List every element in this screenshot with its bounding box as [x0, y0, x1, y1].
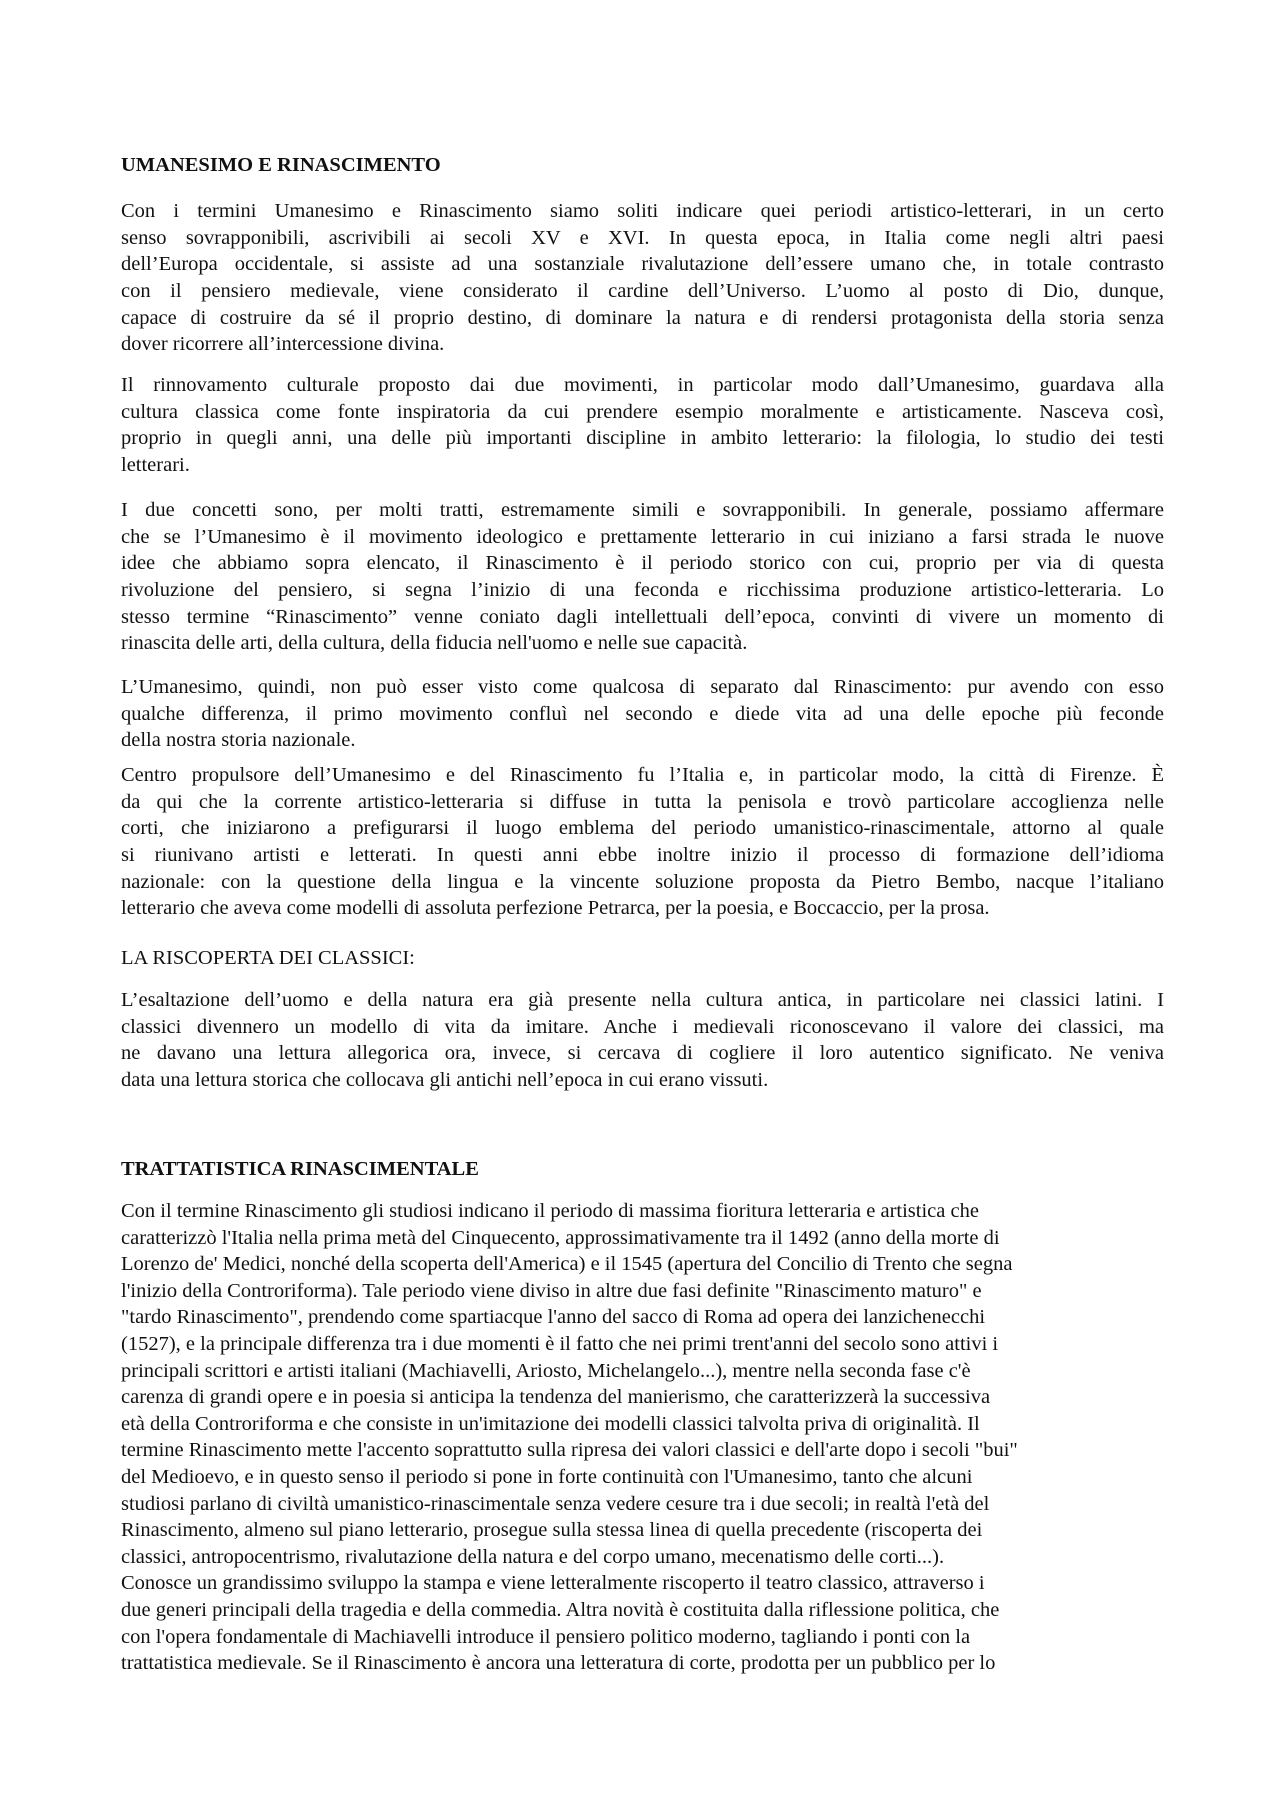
paragraph [121, 372, 1164, 479]
paragraph [121, 1198, 1164, 1677]
section-title-trattatistica: TRATTATISTICA RINASCIMENTALE [121, 1158, 479, 1180]
text-line: senso sovrapponibili, ascrivibili ai secoli XV e XVI. In questa epoca, in Italia come negli altri paesi [121, 226, 1164, 249]
text-line: nazionale: con la questione della lingua e la vincente soluzione proposta da Pietro Bembo, nacque l’italiano [121, 870, 1164, 893]
section-title-umanesimo: UMANESIMO E RINASCIMENTO [121, 154, 441, 176]
text-line: Conosce un grandissimo sviluppo la stampa e viene letteralmente riscoperto il teatro classico, attraverso i [121, 1572, 985, 1595]
text-line: cultura classica come fonte inspiratoria da cui prendere esempio moralmente e artisticamente. Nasceva così, [121, 400, 1164, 423]
paragraph [121, 198, 1164, 358]
text-line: che se l’Umanesimo è il movimento ideologico e prettamente letterario in cui iniziano a farsi strada le nuove [121, 525, 1164, 548]
paragraph [121, 674, 1164, 754]
subheading-riscoperta: LA RISCOPERTA DEI CLASSICI: [121, 947, 415, 969]
text-line: ne davano una lettura allegorica ora, invece, si cercava di cogliere il loro autentico significato. Ne veniva [121, 1042, 1164, 1065]
text-line: da qui che la corrente artistico-letteraria si diffuse in tutta la penisola e trovò particolare accoglienza nelle [121, 790, 1164, 813]
text-line: idee che abbiamo sopra elencato, il Rinascimento è il periodo storico con cui, proprio per via di questa [121, 552, 1164, 575]
text-line: data una lettura storica che collocava gli antichi nell’epoca in cui erano vissuti. [121, 1069, 769, 1092]
text-line: l'inizio della Controriforma). Tale periodo viene diviso in altre due fasi definite "Rinascimento maturo" e [121, 1279, 982, 1302]
text-line: due generi principali della tragedia e della commedia. Altra novità è costituita dalla riflessione politica, che [121, 1598, 1000, 1621]
text-line: I due concetti sono, per molti tratti, estremamente simili e sovrapponibili. In generale, possiamo affermare [121, 499, 1164, 521]
text-line: del Medioevo, e in questo senso il periodo si pone in forte continuità con l'Umanesimo, tanto che alcuni [121, 1465, 973, 1488]
text-line: della nostra storia nazionale. [121, 729, 356, 752]
text-line: caratterizzò l'Italia nella prima metà del Cinquecento, approssimativamente tra il 1492 (anno della morte di [121, 1226, 1000, 1249]
text-line: Il rinnovamento culturale proposto dai due movimenti, in particolar modo dall’Umanesimo, guardava alla [121, 374, 1164, 396]
text-line: carenza di grandi opere e in poesia si anticipa la tendenza del manierismo, che caratterizzerà la successiva [121, 1386, 991, 1409]
text-line: (1527), e la principale differenza tra i due momenti è il fatto che nei primi trent'anni del secolo sono attivi i [121, 1332, 999, 1355]
text-line: classici divennero un modello di vita da imitare. Anche i medievali riconoscevano il valore dei classici, ma [121, 1015, 1164, 1038]
text-line: termine Rinascimento mette l'accento soprattutto sulla ripresa dei valori classici e dell'arte dopo i secoli "bui" [121, 1439, 1018, 1462]
text-line: Rinascimento, almeno sul piano letterario, prosegue sulla stessa linea di quella precedente (riscoperta dei [121, 1519, 983, 1542]
text-line: con il pensiero medievale, viene considerato il cardine dell’Universo. L’uomo al posto di Dio, dunque, [121, 280, 1164, 303]
text-line: L’esaltazione dell’uomo e della natura era già presente nella cultura antica, in particolare nei classici latini. I [121, 989, 1164, 1011]
text-line: Lorenzo de' Medici, nonché della scoperta dell'America) e il 1545 (apertura del Concilio di Trento che segna [121, 1253, 1013, 1276]
text-line: principali scrittori e artisti italiani (Machiavelli, Ariosto, Michelangelo...), mentre nella seconda fase c'è [121, 1359, 971, 1382]
text-line: proprio in quegli anni, una delle più importanti discipline in ambito letterario: la filologia, lo studio dei testi [121, 427, 1164, 450]
text-line: trattatistica medievale. Se il Rinascimento è ancora una letteratura di corte, prodotta per un pubblico per lo [121, 1652, 996, 1675]
text-line: dell’Europa occidentale, si assiste ad una sostanziale rivalutazione dell’essere umano che, in totale contrasto [121, 253, 1164, 276]
paragraph [121, 987, 1164, 1094]
text-line: L’Umanesimo, quindi, non può esser visto come qualcosa di separato dal Rinascimento: pur avendo con esso [121, 676, 1164, 698]
text-line: stesso termine “Rinascimento” venne coniato dagli intellettuali dell’epoca, convinti di vivere un momento di [121, 605, 1164, 628]
text-line: dover ricorrere all’intercessione divina. [121, 333, 445, 356]
text-line: Con il termine Rinascimento gli studiosi indicano il periodo di massima fioritura letteraria e artistica che [121, 1200, 979, 1222]
text-line: con l'opera fondamentale di Machiavelli introduce il pensiero politico moderno, tagliando i ponti con la [121, 1625, 971, 1648]
text-line: corti, che iniziarono a prefigurarsi il luogo emblema del periodo umanistico-rinascimentale, attorno al quale [121, 817, 1164, 840]
text-line: qualche differenza, il primo movimento confluì nel secondo e diede vita ad una delle epoche più feconde [121, 702, 1164, 725]
text-line: letterari. [121, 454, 190, 477]
text-line: letterario che aveva come modelli di assoluta perfezione Petrarca, per la poesia, e Boccaccio, per la prosa. [121, 897, 990, 920]
text-line: rinascita delle arti, della cultura, della fiducia nell'uomo e nelle sue capacità. [121, 632, 748, 655]
text-line: studiosi parlano di civiltà umanistico-rinascimentale senza vedere cesure tra i due secoli; in realtà l'età del [121, 1492, 990, 1515]
text-line: Con i termini Umanesimo e Rinascimento siamo soliti indicare quei periodi artistico-letterari, in un certo [121, 200, 1164, 222]
paragraph [121, 762, 1164, 922]
text-line: età della Controriforma e che consiste in un'imitazione dei modelli classici talvolta priva di originalità. Il [121, 1412, 980, 1435]
text-line: classici, antropocentrismo, rivalutazione della natura e del corpo umano, mecenatismo delle corti...). [121, 1545, 945, 1568]
text-line: si riunivano artisti e letterati. In questi anni ebbe inoltre inizio il processo di formazione dell’idioma [121, 844, 1164, 867]
text-line: rivoluzione del pensiero, si segna l’inizio di una feconda e ricchissima produzione artistico-letteraria. Lo [121, 579, 1164, 602]
text-line: capace di costruire da sé il proprio destino, di dominare la natura e di rendersi protagonista della storia senza [121, 306, 1164, 329]
paragraph [121, 497, 1164, 657]
text-line: "tardo Rinascimento", prendendo come spartiacque l'anno del sacco di Roma ad opera dei lanzichenecchi [121, 1306, 986, 1329]
text-line: Centro propulsore dell’Umanesimo e del Rinascimento fu l’Italia e, in particolar modo, la città di Firenze. È [121, 764, 1164, 786]
